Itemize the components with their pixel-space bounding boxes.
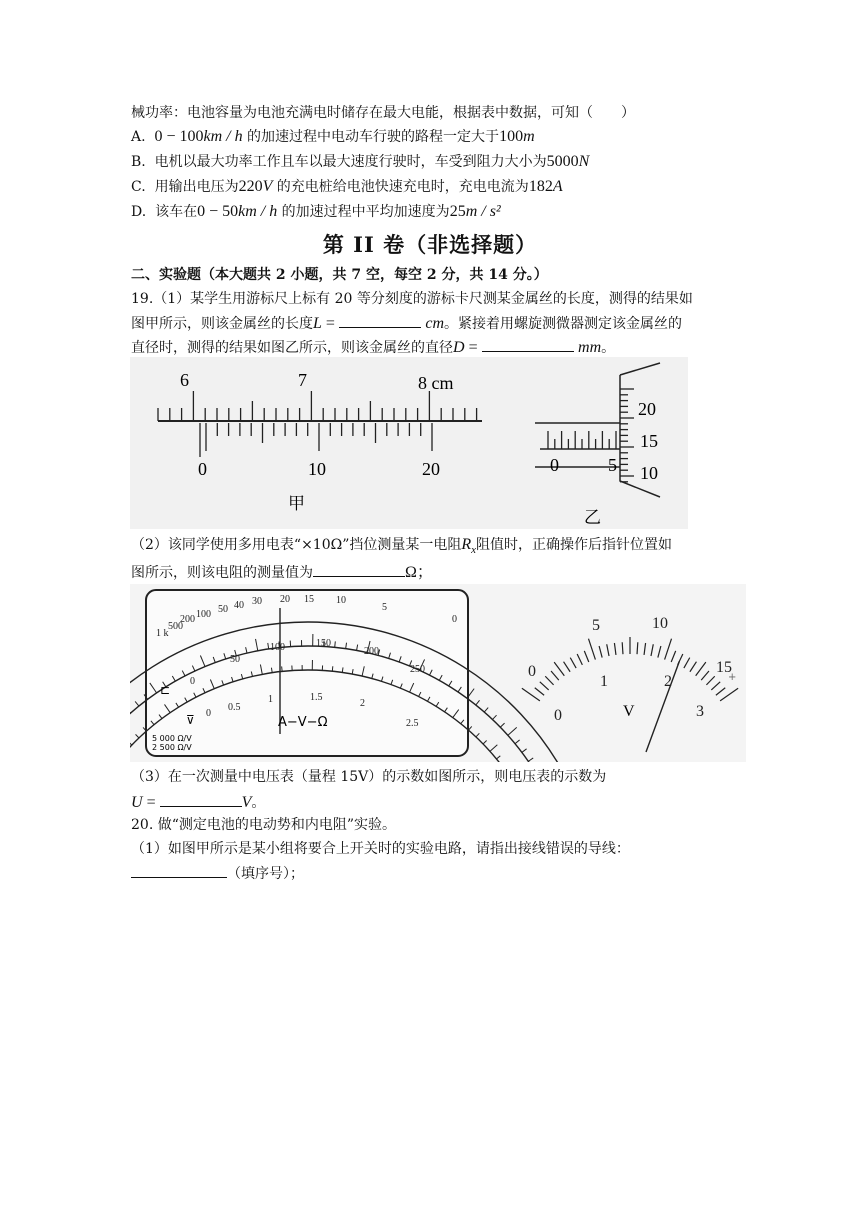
q19-line1: 19.（1）某学生用游标尺上标有 20 等分刻度的游标卡尺测某金属丝的长度，测得的结果如 xyxy=(131,291,693,307)
micrometer-caption: 乙 xyxy=(584,508,601,528)
answer-blank-wire[interactable] xyxy=(131,863,227,878)
q19-part2-line2: 图所示，则该电阻的测量值为 Ω； xyxy=(131,564,433,581)
multimeter-ohm-label: 10 xyxy=(336,595,346,606)
multimeter-low-label: 1.5 xyxy=(310,692,323,703)
q18-option-c: C. 用输出电压为220V 的充电桩给电池快速充电时，充电电流为182A xyxy=(131,178,563,195)
answer-blank-resistance[interactable] xyxy=(313,562,405,577)
caliper-main-label-8cm: 8 cm xyxy=(418,373,454,393)
q18-stem: 械功率：电池容量为电池充满电时储存在最大电能，根据表中数据，可知（ ） xyxy=(131,105,635,121)
multimeter-low-label: 2 xyxy=(360,698,365,709)
multimeter-ohm-label: 15 xyxy=(304,594,314,605)
q19-part3-line1: （3）在一次测量中电压表（量程 15V）的示数如图所示，则电压表的示数为 xyxy=(131,769,607,785)
micrometer-sleeve-label-0: 0 xyxy=(550,455,559,475)
answer-blank-voltage[interactable] xyxy=(160,792,242,807)
micrometer-thimble-label-15: 15 xyxy=(640,431,658,451)
voltmeter-bottom-label: 1 xyxy=(600,673,608,690)
q19-line2: 图甲所示，则该金属丝的长度L = cm。紧接着用螺旋测微器测定该金属丝的 xyxy=(131,315,683,332)
multimeter-ohm-label: 5 xyxy=(382,602,387,613)
multimeter-dc-label: 50 xyxy=(230,654,240,665)
multimeter-ohm-label: 500 xyxy=(168,621,183,632)
voltmeter-bottom-label: 2 xyxy=(664,673,672,690)
caliper-micrometer-figure xyxy=(130,357,688,529)
voltmeter-tick xyxy=(637,642,638,654)
multimeter-ohm-label: 100 xyxy=(196,609,211,620)
caliper-vernier-label-0: 0 xyxy=(198,459,207,479)
multimeter-ohm-label: 50 xyxy=(218,604,228,615)
caliper-vernier-label-20: 20 xyxy=(422,459,440,479)
multimeter-dc-label: 150 xyxy=(316,638,331,649)
multimeter-dc-label: 250 xyxy=(410,664,425,675)
multimeter-ohm-label: 40 xyxy=(234,600,244,611)
multimeter-dc-label: 100 xyxy=(270,642,285,653)
answer-blank-diameter[interactable] xyxy=(482,337,574,352)
multimeter-low-tick xyxy=(282,666,283,671)
q20-line1: 20. 做“测定电池的电动势和内电阻”实验。 xyxy=(131,817,397,833)
voltmeter-bottom-label: 0 xyxy=(554,707,562,724)
multimeter-sensitivity-1: 5 000 Ω/V xyxy=(152,734,192,743)
caliper-vernier-label-10: 10 xyxy=(308,459,326,479)
multimeter-low-label: 2.5 xyxy=(406,718,419,729)
voltmeter-top-label: 15 xyxy=(716,659,732,676)
q20-line2: （1）如图甲所示是某小组将要合上开关时的实验电路，请指出接线错误的导线： xyxy=(131,841,630,857)
voltmeter-top-label: 5 xyxy=(592,617,600,634)
micrometer-thimble-label-10: 10 xyxy=(640,463,658,483)
dc-symbol-icon: ⊏ xyxy=(160,683,171,697)
multimeter-low-label: 1 xyxy=(268,694,273,705)
q18-option-b: B. 电机以最大功率工作且车以最大速度行驶时，车受到阻力大小为5000N xyxy=(131,153,590,170)
q19-part3-line2: U = V。 xyxy=(131,794,266,811)
ground-symbol-icon: ⊽ xyxy=(186,713,195,727)
meters-figure xyxy=(130,584,746,762)
voltmeter-unit: V xyxy=(623,703,635,720)
multimeter-ohm-label: 200 xyxy=(180,614,195,625)
multimeter-center-text: A−V−Ω xyxy=(278,715,328,730)
corner-mark: + xyxy=(728,672,737,683)
multimeter-dc-label: 200 xyxy=(364,646,379,657)
voltmeter-bottom-label: 3 xyxy=(696,703,704,720)
q19-part2-line1: （2）该同学使用多用电表“×10Ω”挡位测量某一电阻$R_x$阻值时，正确操作后指针位置如 xyxy=(131,536,673,556)
multimeter-ohm-label: 0 xyxy=(452,614,457,625)
answer-blank-length[interactable] xyxy=(339,313,421,328)
multimeter-ohm-label: 1 k xyxy=(156,628,169,639)
voltmeter-top-label: 10 xyxy=(652,615,668,632)
section2-header: 二、实验题（本大题共 2 小题，共 7 空，每空 2 分，共 14 分。） xyxy=(131,267,548,283)
q19-line3: 直径时，测得的结果如图乙所示，则该金属丝的直径D = mm。 xyxy=(131,339,616,356)
voltmeter-top-label: 0 xyxy=(528,663,536,680)
multimeter-low-label: 0.5 xyxy=(228,702,241,713)
caliper-caption: 甲 xyxy=(288,494,305,514)
voltmeter-tick xyxy=(622,642,623,654)
multimeter-low-label: 0 xyxy=(206,708,211,719)
micrometer-sleeve-label-5: 5 xyxy=(608,455,617,475)
micrometer-thimble-label-20: 20 xyxy=(638,399,656,419)
q20-line3: （填序号）； xyxy=(131,863,304,884)
caliper-main-label-6: 6 xyxy=(180,370,189,390)
multimeter-ohm-label: 30 xyxy=(252,596,262,607)
multimeter-dc-label: 0 xyxy=(190,676,195,687)
multimeter-low-tick xyxy=(342,667,343,672)
caliper-main-label-7: 7 xyxy=(298,370,307,390)
q18-option-d: D. 该车在0 − 50km / h 的加速过程中平均加速度为25m / s² xyxy=(131,203,501,220)
section-title: 第 II 卷（非选择题） xyxy=(322,232,538,257)
multimeter-scale-tick xyxy=(335,641,336,647)
multimeter-ohm-label: 20 xyxy=(280,594,290,605)
q18-option-a: A. 0 − 100km / h 的加速过程中电动车行驶的路程一定大于100m xyxy=(131,128,535,145)
multimeter-sensitivity-2: 2 500 Ω/V xyxy=(152,743,192,752)
